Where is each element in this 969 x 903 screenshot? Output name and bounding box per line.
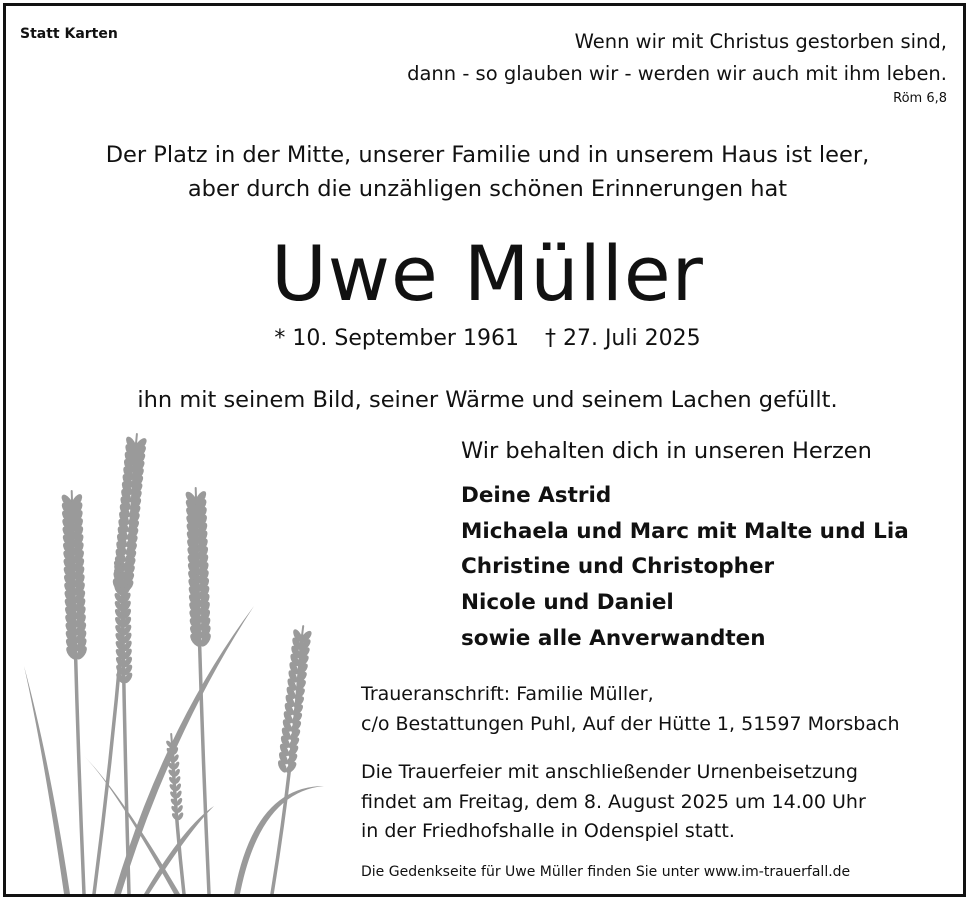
verse-reference: Röm 6,8 xyxy=(893,91,947,106)
intro-line: aber durch die unzähligen schönen Erinnerungen hat xyxy=(187,176,788,202)
ceremony-line: in der Friedhofshalle in Odenspiel statt. xyxy=(361,820,735,842)
mourning-address xyxy=(361,679,900,739)
obituary-notice xyxy=(3,3,966,897)
ceremony-line: Die Trauerfeier mit anschließender Urnenbeisetzung xyxy=(361,761,858,783)
address-line: Traueranschrift: Familie Müller, xyxy=(361,683,654,705)
deceased-name: Uwe Müller xyxy=(271,229,704,318)
life-dates xyxy=(6,324,966,354)
wheat-stalks-icon xyxy=(24,426,334,894)
intro-text xyxy=(6,138,966,206)
birth-date: * 10. September 1961 xyxy=(274,326,519,351)
mourners-list xyxy=(461,478,909,657)
mourner-name: Christine und Christopher xyxy=(461,554,775,580)
mourner-name: Michaela und Marc mit Malte und Lia xyxy=(461,518,909,544)
address-line: c/o Bestattungen Puhl, Auf der Hütte 1, 51597 Morsbach xyxy=(361,713,900,735)
death-date: † 27. Juli 2025 xyxy=(544,326,701,351)
ceremony-info xyxy=(361,758,866,847)
mourner-name: Deine Astrid xyxy=(461,483,612,508)
verse-line: dann - so glauben wir - werden wir auch mit ihm leben. xyxy=(407,62,947,85)
bible-verse xyxy=(407,26,947,108)
intro-line: Der Platz in der Mitte, unserer Familie und in unserem Haus ist leer, xyxy=(105,142,870,168)
mourner-name: Nicole und Daniel xyxy=(461,590,674,616)
verse-line: Wenn wir mit Christus gestorben sind, xyxy=(574,30,947,53)
mourner-name: sowie alle Anverwandten xyxy=(461,625,766,651)
memorial-page-info: Die Gedenkseite für Uwe Müller finden Sie unter www.im-trauerfall.de xyxy=(361,864,851,880)
statt-karten-label: Statt Karten xyxy=(20,26,118,42)
ceremony-line: findet am Freitag, dem 8. August 2025 um 14.00 Uhr xyxy=(361,790,866,813)
motto: Wir behalten dich in unseren Herzen xyxy=(461,438,872,464)
closing-text: ihn mit seinem Bild, seiner Wärme und seinem Lachen gefüllt. xyxy=(137,387,838,413)
